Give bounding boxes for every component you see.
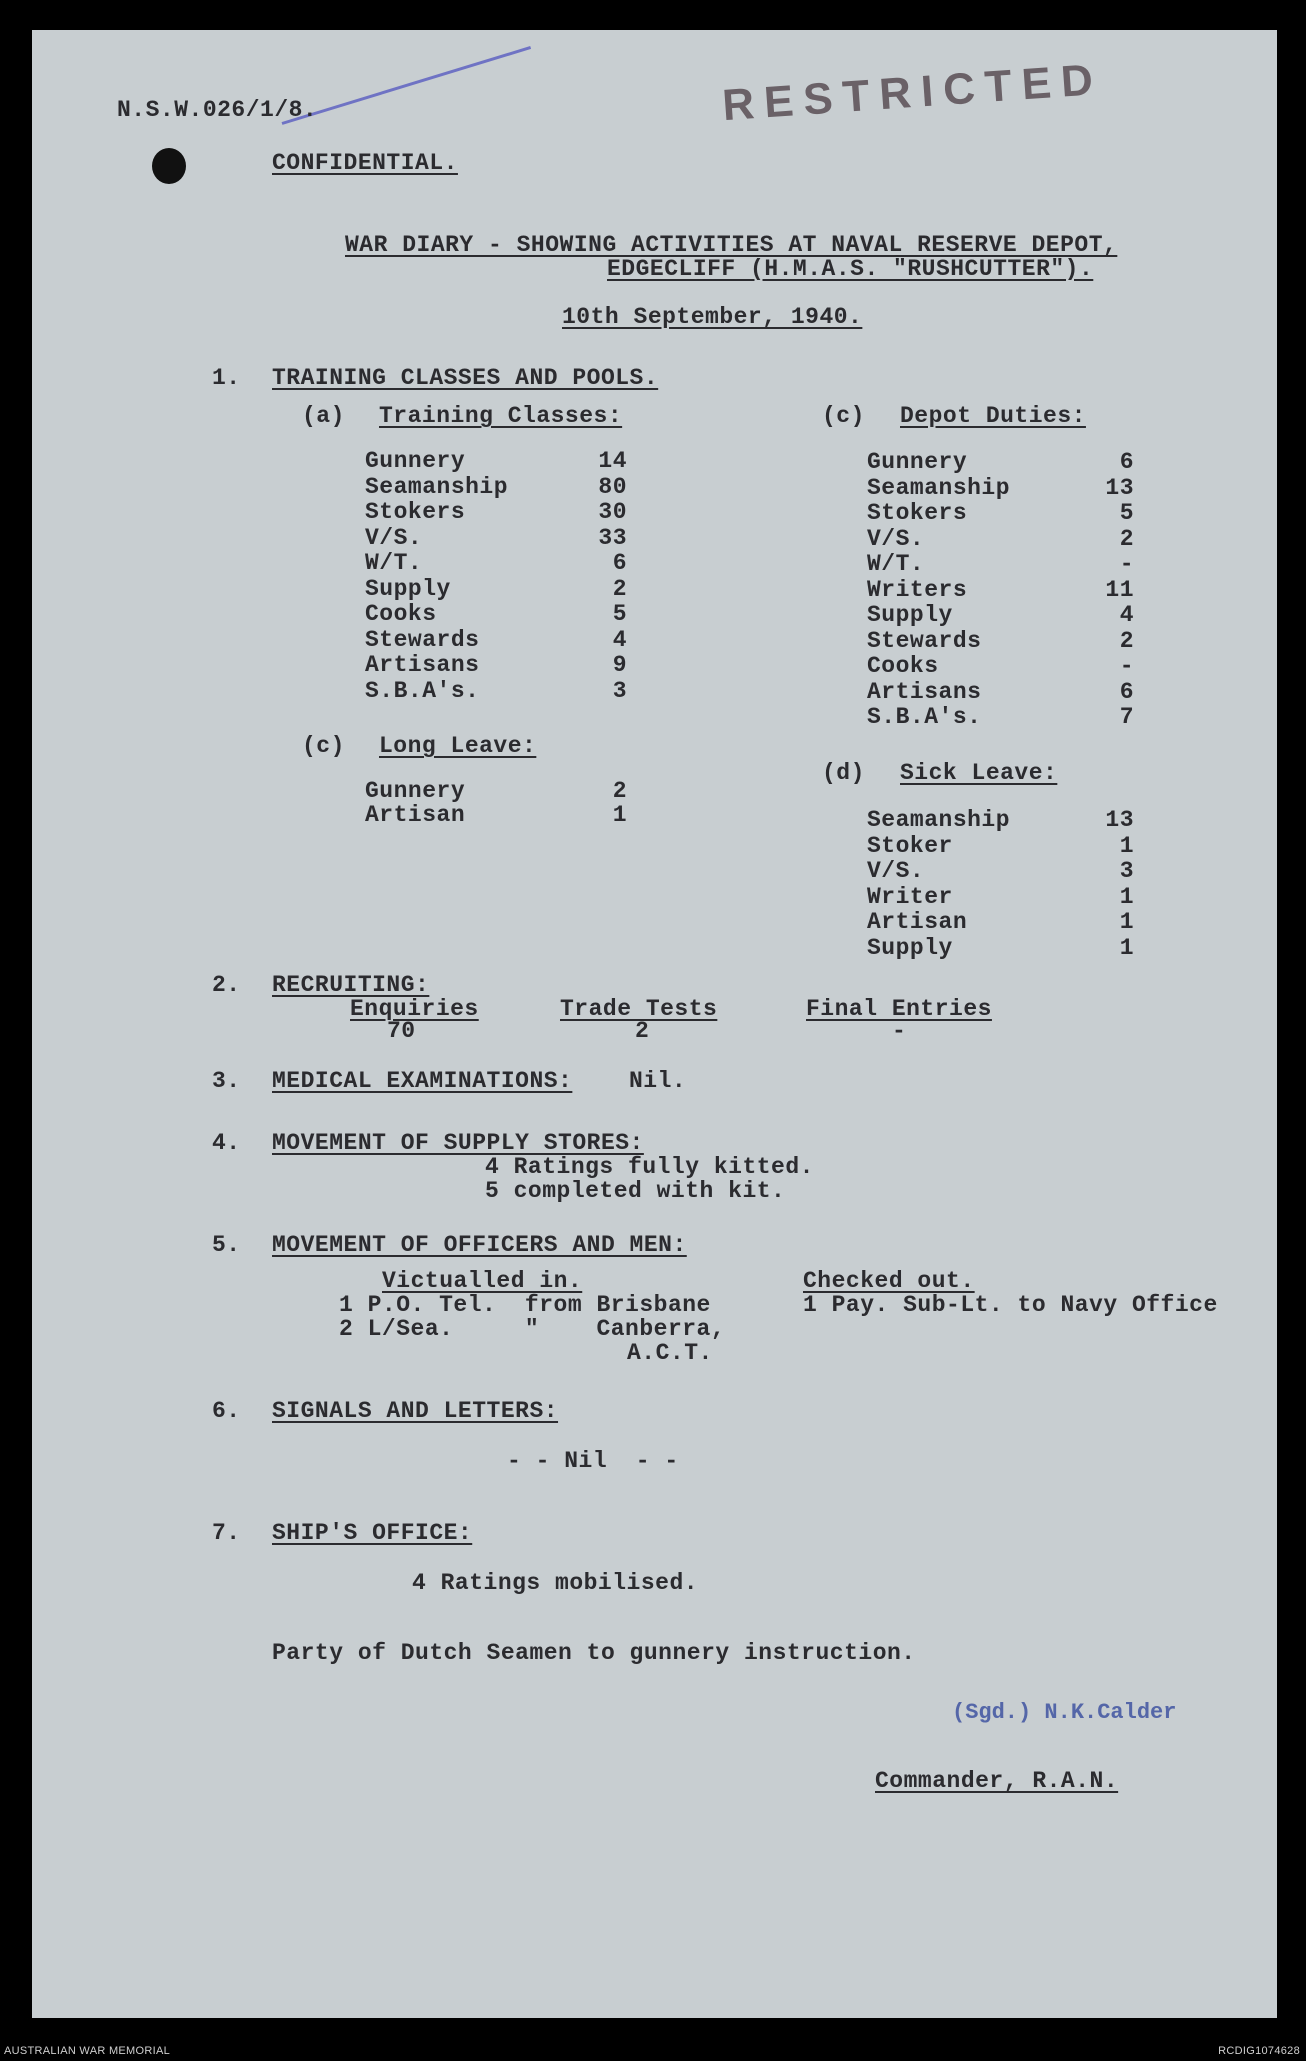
count-value: 1 <box>1119 832 1134 859</box>
footer-source: AUSTRALIAN WAR MEMORIAL <box>4 2045 171 2057</box>
count-value: 6 <box>612 550 627 576</box>
count-label: Seamanship <box>867 807 1011 833</box>
section-6-heading: SIGNALS AND LETTERS: <box>272 1398 559 1424</box>
victualled-in-line2: 2 L/Sea. " Canberra, <box>339 1316 726 1342</box>
training-letter: (a) <box>302 403 345 429</box>
depot-heading: Depot Duties: <box>900 403 1086 429</box>
section-1-heading: TRAINING CLASSES AND POOLS. <box>272 365 659 391</box>
section-3-number: 3. <box>212 1068 241 1094</box>
count-value: - <box>1119 551 1134 577</box>
punch-hole <box>152 148 186 184</box>
checked-out-line1: 1 Pay. Sub-Lt. to Navy Office <box>803 1292 1218 1318</box>
final-entries-value: - <box>892 1018 907 1044</box>
trade-tests-value: 2 <box>635 1018 650 1044</box>
count-value: 80 <box>598 473 627 500</box>
signals-value: - - Nil - - <box>507 1448 679 1474</box>
count-value: 3 <box>1119 858 1134 884</box>
supply-line2: 5 completed with kit. <box>485 1178 786 1204</box>
count-label: Gunnery <box>365 448 466 474</box>
count-label: Supply <box>867 602 953 628</box>
count-label: Stewards <box>365 626 480 653</box>
count-value: 11 <box>1105 576 1134 603</box>
count-label: Cooks <box>867 653 939 679</box>
count-label: V/S. <box>867 525 925 552</box>
supply-line1: 4 Ratings fully kitted. <box>485 1154 814 1180</box>
ships-office-line2: Party of Dutch Seamen to gunnery instruction. <box>272 1640 916 1666</box>
count-label: V/S. <box>365 524 423 551</box>
victualled-in-line3: A.C.T. <box>627 1340 713 1366</box>
count-value: 1 <box>1119 934 1134 961</box>
pen-stroke <box>282 46 532 125</box>
victualled-in-line1: 1 P.O. Tel. from Brisbane <box>339 1292 711 1318</box>
count-value: 3 <box>612 677 627 704</box>
count-value: 9 <box>612 652 627 678</box>
count-value: 5 <box>1119 500 1134 526</box>
count-label: V/S. <box>867 858 925 884</box>
long-leave-heading: Long Leave: <box>379 733 537 759</box>
count-label: Stoker <box>867 832 953 859</box>
count-label: Stokers <box>365 499 466 525</box>
section-2-number: 2. <box>212 972 241 998</box>
count-label: Gunnery <box>867 449 968 475</box>
ships-office-line1: 4 Ratings mobilised. <box>412 1570 699 1596</box>
count-label: Stewards <box>867 627 982 654</box>
count-label: Writers <box>867 576 968 603</box>
section-5-heading: MOVEMENT OF OFFICERS AND MEN: <box>272 1232 687 1258</box>
count-value: 1 <box>1119 883 1134 910</box>
count-label: Artisans <box>365 652 480 678</box>
final-entries-label: Final Entries <box>806 996 992 1022</box>
count-value: - <box>1119 653 1134 679</box>
trade-tests-label: Trade Tests <box>560 996 718 1022</box>
count-label: W/T. <box>365 550 423 576</box>
count-value: 4 <box>612 626 627 653</box>
classification: CONFIDENTIAL. <box>272 150 458 176</box>
footer-id: RCDIG1074628 <box>1218 2045 1300 2057</box>
section-6-number: 6. <box>212 1398 241 1424</box>
count-value: 14 <box>598 448 627 474</box>
title-line2: EDGECLIFF (H.M.A.S. "RUSHCUTTER"). <box>607 256 1094 282</box>
count-label: Seamanship <box>867 474 1011 501</box>
count-value: 6 <box>1119 449 1134 475</box>
count-value: 7 <box>1119 704 1134 730</box>
count-label: Writer <box>867 883 953 910</box>
sick-leave-heading: Sick Leave: <box>900 760 1058 786</box>
count-label: Gunnery <box>365 778 466 804</box>
count-value: 2 <box>1119 627 1134 654</box>
count-label: Stokers <box>867 500 968 526</box>
count-label: Supply <box>867 934 953 961</box>
count-label: Artisans <box>867 678 982 705</box>
section-7-number: 7. <box>212 1520 241 1546</box>
section-1-number: 1. <box>212 365 241 391</box>
count-label: Seamanship <box>365 473 509 500</box>
training-heading: Training Classes: <box>379 403 623 429</box>
long-leave-letter: (c) <box>302 733 345 759</box>
count-value: 2 <box>1119 525 1134 552</box>
count-label: Supply <box>365 575 451 602</box>
title-line1: WAR DIARY - SHOWING ACTIVITIES AT NAVAL RESERVE DEPOT, <box>345 232 1118 258</box>
section-4-number: 4. <box>212 1130 241 1156</box>
section-4-heading: MOVEMENT OF SUPPLY STORES: <box>272 1130 644 1156</box>
section-5-number: 5. <box>212 1232 241 1258</box>
sick-leave-letter: (d) <box>822 760 865 786</box>
count-label: S.B.A's. <box>867 704 982 730</box>
section-3-heading: MEDICAL EXAMINATIONS: <box>272 1068 573 1094</box>
count-value: 6 <box>1119 678 1134 705</box>
victualled-in-heading: Victualled in. <box>382 1268 583 1294</box>
enquiries-value: 70 <box>387 1018 416 1044</box>
medical-value: Nil. <box>629 1068 687 1094</box>
count-value: 13 <box>1105 807 1134 833</box>
count-label: Artisan <box>867 909 968 935</box>
count-label: Artisan <box>365 802 466 828</box>
document-page <box>32 30 1277 2018</box>
count-value: 1 <box>1119 909 1134 935</box>
count-value: 13 <box>1105 474 1134 501</box>
reference-number: N.S.W.026/1/8. <box>117 97 318 123</box>
section-7-heading: SHIP'S OFFICE: <box>272 1520 473 1546</box>
restricted-stamp: RESTRICTED <box>720 54 1105 131</box>
count-value: 30 <box>598 499 627 525</box>
count-value: 2 <box>612 778 627 804</box>
checked-out-heading: Checked out. <box>803 1268 975 1294</box>
count-label: W/T. <box>867 551 925 577</box>
count-value: 4 <box>1119 602 1134 628</box>
enquiries-label: Enquiries <box>350 996 479 1022</box>
count-value: 33 <box>598 524 627 551</box>
count-value: 2 <box>612 575 627 602</box>
count-value: 1 <box>612 802 627 828</box>
count-label: Cooks <box>365 601 437 627</box>
section-2-heading: RECRUITING: <box>272 972 430 998</box>
count-label: S.B.A's. <box>365 677 480 704</box>
count-value: 5 <box>612 601 627 627</box>
signatory-rank: Commander, R.A.N. <box>875 1768 1119 1794</box>
depot-letter: (c) <box>822 403 865 429</box>
signature-stamp: (Sgd.) N.K.Calder <box>952 1700 1177 1725</box>
diary-date: 10th September, 1940. <box>562 304 863 330</box>
